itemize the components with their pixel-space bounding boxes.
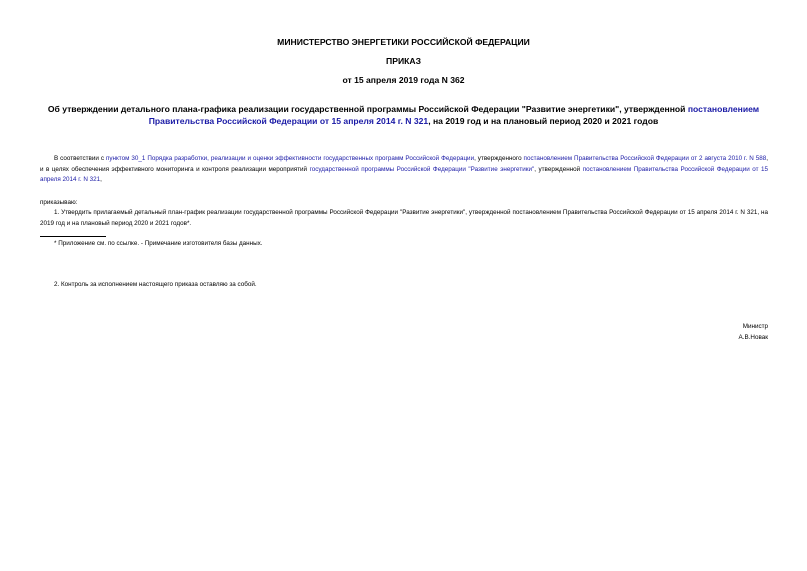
preamble-text-4: , утвержденной [534, 165, 583, 173]
title-decree-link[interactable]: постановлением Правительства Российской Федерации от 15 апреля 2014 г. N 321 [148, 104, 760, 126]
document-type: ПРИКАЗ [386, 56, 421, 66]
preamble-text-2: , утвержденного [474, 155, 524, 162]
document-title [40, 104, 767, 127]
signature-position: Министр [742, 323, 768, 330]
decree-588-link[interactable]: постановлением Правительства Российской Федерации от 2 августа 2010 г. N 588 [523, 155, 767, 162]
order-item-2: 2. Контроль за исполнением настоящего приказа оставляю за собой. [54, 281, 257, 288]
footnote-divider [40, 236, 106, 237]
signature-name: А.В.Новак [738, 334, 768, 341]
preamble-text-5: , [100, 176, 102, 183]
title-text-part2: , на 2019 год и на плановый период 2020 и 2021 годов [428, 115, 659, 126]
order-item-1: 1. Утвердить прилагаемый детальный план-график реализации государственной программы Российской Федерации "Развитие энергетики", утвержденной постановлением Правительства Российской Федерации от 15 апреля 2014 г. N 321, на 2019 год и на плановый период 2020 и 2021 годов*. [40, 209, 768, 227]
procedure-link[interactable]: пунктом 30_1 Порядка разработки, реализации и оценки эффективности государственных программ Российской Федерации [105, 155, 475, 162]
title-text-part1: Об утверждении детального плана-графика реализации государственной программы Российской Федерации "Развитие энергетики", утвержденной [47, 104, 688, 114]
preamble-text-3: , и в целях обеспечения эффективного мониторинга и контроля реализации мероприятий [40, 155, 769, 173]
state-program-link[interactable]: государственной программы Российской Федерации "Развитие энергетики" [309, 165, 535, 173]
footnote: * Приложение см. по ссылке. - Примечание изготовителя базы данных. [54, 240, 263, 247]
order-word: приказываю: [40, 199, 78, 206]
ministry-heading: МИНИСТЕРСТВО ЭНЕРГЕТИКИ РОССИЙСКОЙ ФЕДЕРАЦИИ [277, 37, 530, 47]
preamble-paragraph [40, 154, 768, 186]
document-date: от 15 апреля 2019 года N 362 [342, 75, 465, 85]
preamble-text-1: В соответствии с [54, 155, 106, 162]
decree-321-link[interactable]: постановлением Правительства Российской Федерации от 15 апреля 2014 г. N 321 [40, 165, 768, 183]
